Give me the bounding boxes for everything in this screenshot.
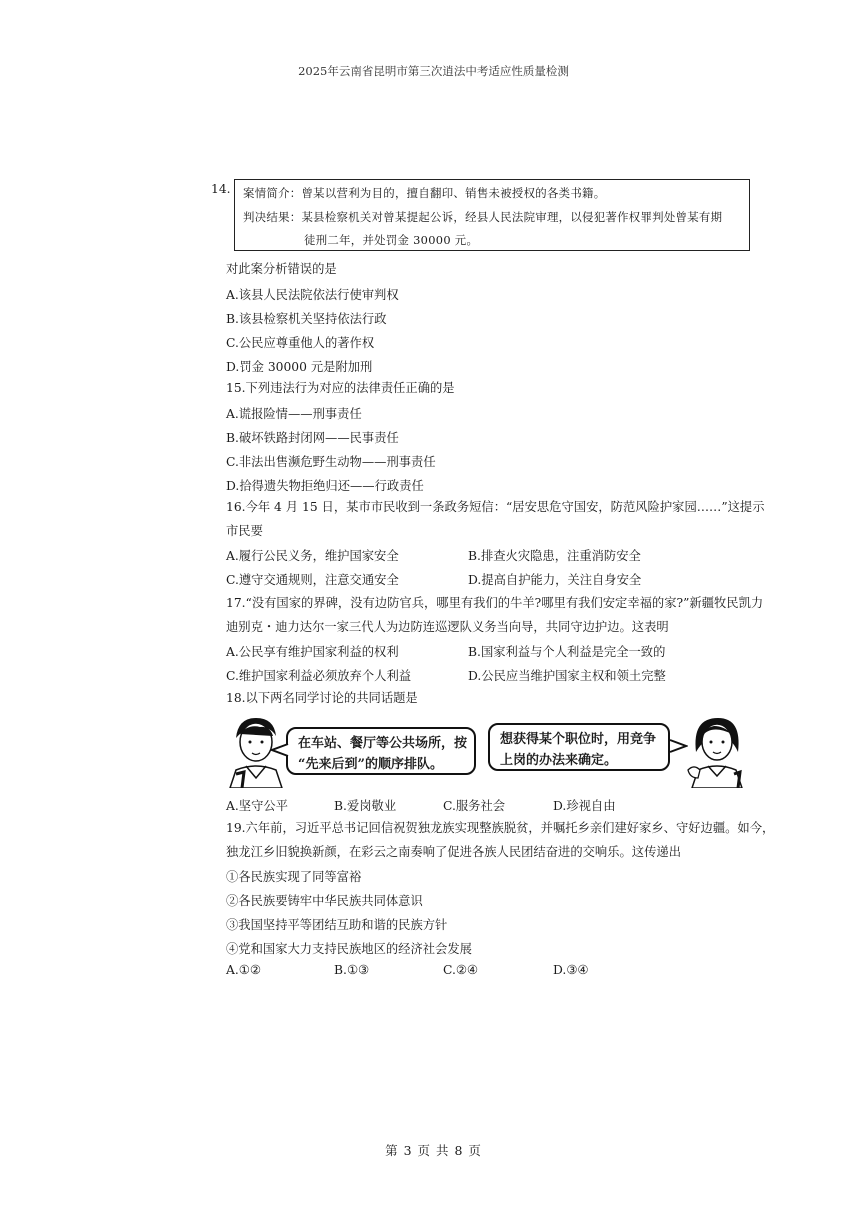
q19-option-c: C.②④: [443, 963, 478, 977]
speech-bubble-right: [488, 723, 670, 771]
q15-stem: 15.下列违法行为对应的法律责任正确的是: [226, 381, 455, 395]
q18-option-a: A.坚守公平: [226, 799, 288, 813]
q19-item-4: ④党和国家大力支持民族地区的经济社会发展: [226, 942, 472, 956]
q16-option-a: A.履行公民义务，维护国家安全: [226, 549, 399, 563]
q17-option-c: C.维护国家利益必须放弃个人利益: [226, 669, 412, 683]
q19-item-3: ③我国坚持平等团结互助和谐的民族方针: [226, 918, 448, 932]
q14-option-a: A.该县人民法院依法行使审判权: [226, 288, 399, 302]
bubble-left-line2: “先来后到”的顺序排队。: [298, 757, 443, 772]
q15-option-b: B.破坏铁路封闭网——民事责任: [226, 431, 399, 445]
q17-stem-line1: 17.“没有国家的界碑，没有边防官兵，哪里有我们的牛羊?哪里有我们安定幸福的家?”新疆牧民凯力: [226, 596, 764, 610]
q16-option-c: C.遵守交通规则，注意交通安全: [226, 573, 399, 587]
q14-option-d: D.罚金 30000 元是附加刑: [226, 360, 373, 374]
page-footer: 第 3 页 共 8 页: [385, 1143, 482, 1158]
q19-option-a: A.①②: [226, 963, 261, 977]
q14-stem: 对此案分析错误的是: [226, 262, 337, 276]
speech-bubble-left: [286, 727, 476, 775]
q18-option-d: D.珍视自由: [553, 799, 616, 813]
q15-option-d: D.拾得遗失物拒绝归还——行政责任: [226, 479, 424, 493]
q17-option-a: A.公民享有维护国家利益的权利: [226, 645, 399, 659]
q18-option-b: B.爱岗敬业: [334, 799, 397, 813]
q19-stem-line1: 19.六年前，习近平总书记回信祝贺独龙族实现整族脱贫，并嘱托乡亲们建好家乡、守好边疆。如今，: [226, 821, 775, 835]
q19-item-2: ②各民族要铸牢中华民族共同体意识: [226, 894, 423, 908]
q14-number: 14.: [211, 182, 231, 196]
q16-option-d: D.提高自护能力，关注自身安全: [468, 573, 642, 587]
q14-option-c: C.公民应尊重他人的著作权: [226, 336, 375, 350]
page-header: 2025年云南省昆明市第三次逍法中考适应性质量检测: [298, 64, 569, 78]
case-verdict: 判决结果：某县检察机关对曾某提起公诉，经县人民法院审理，以侵犯著作权罪判处曾某有期: [243, 210, 723, 224]
q19-option-d: D.③④: [553, 963, 589, 977]
case-box: [234, 179, 750, 251]
q19-stem-line2: 独龙江乡旧貌换新颜，在彩云之南奏响了促进各族人民团结奋进的交响乐。这传递出: [226, 845, 681, 859]
student-right-illustration: [684, 712, 750, 788]
q15-option-a: A.谎报险情——刑事责任: [226, 407, 362, 421]
q18-stem: 18.以下两名同学讨论的共同话题是: [226, 691, 418, 705]
case-verdict-cont: 徒刑二年，并处罚金 30000 元。: [304, 233, 479, 247]
q14-option-b: B.该县检察机关坚持依法行政: [226, 312, 387, 326]
q19-item-1: ①各民族实现了同等富裕: [226, 870, 362, 884]
q19-option-b: B.①③: [334, 963, 369, 977]
bubble-left-line1: 在车站、餐厅等公共场所，按: [298, 736, 468, 751]
bubble-right-line1: 想获得某个职位时，用竞争: [500, 732, 657, 747]
bubble-left-tail: [270, 742, 290, 758]
case-intro: 案情简介：曾某以营利为目的，擅自翻印、销售未被授权的各类书籍。: [243, 186, 606, 200]
q18-option-c: C.服务社会: [443, 799, 506, 813]
q15-option-c: C.非法出售濒危野生动物——刑事责任: [226, 455, 436, 469]
q17-option-d: D.公民应当维护国家主权和领土完整: [468, 669, 666, 683]
q17-option-b: B.国家利益与个人利益是完全一致的: [468, 645, 666, 659]
q16-option-b: B.排查火灾隐患，注重消防安全: [468, 549, 641, 563]
bubble-right-line2: 上岗的办法来确定。: [500, 753, 618, 768]
q16-stem-line1: 16.今年 4 月 15 日，某市市民收到一条政务短信：“居安思危守国安，防范风险护家园……”这提示: [226, 500, 765, 514]
q17-stem-line2: 迪别克・迪力达尔一家三代人为边防连巡逻队义务当向导，共同守边护边。这表明: [226, 620, 669, 634]
q16-stem-line2: 市民要: [226, 524, 263, 538]
